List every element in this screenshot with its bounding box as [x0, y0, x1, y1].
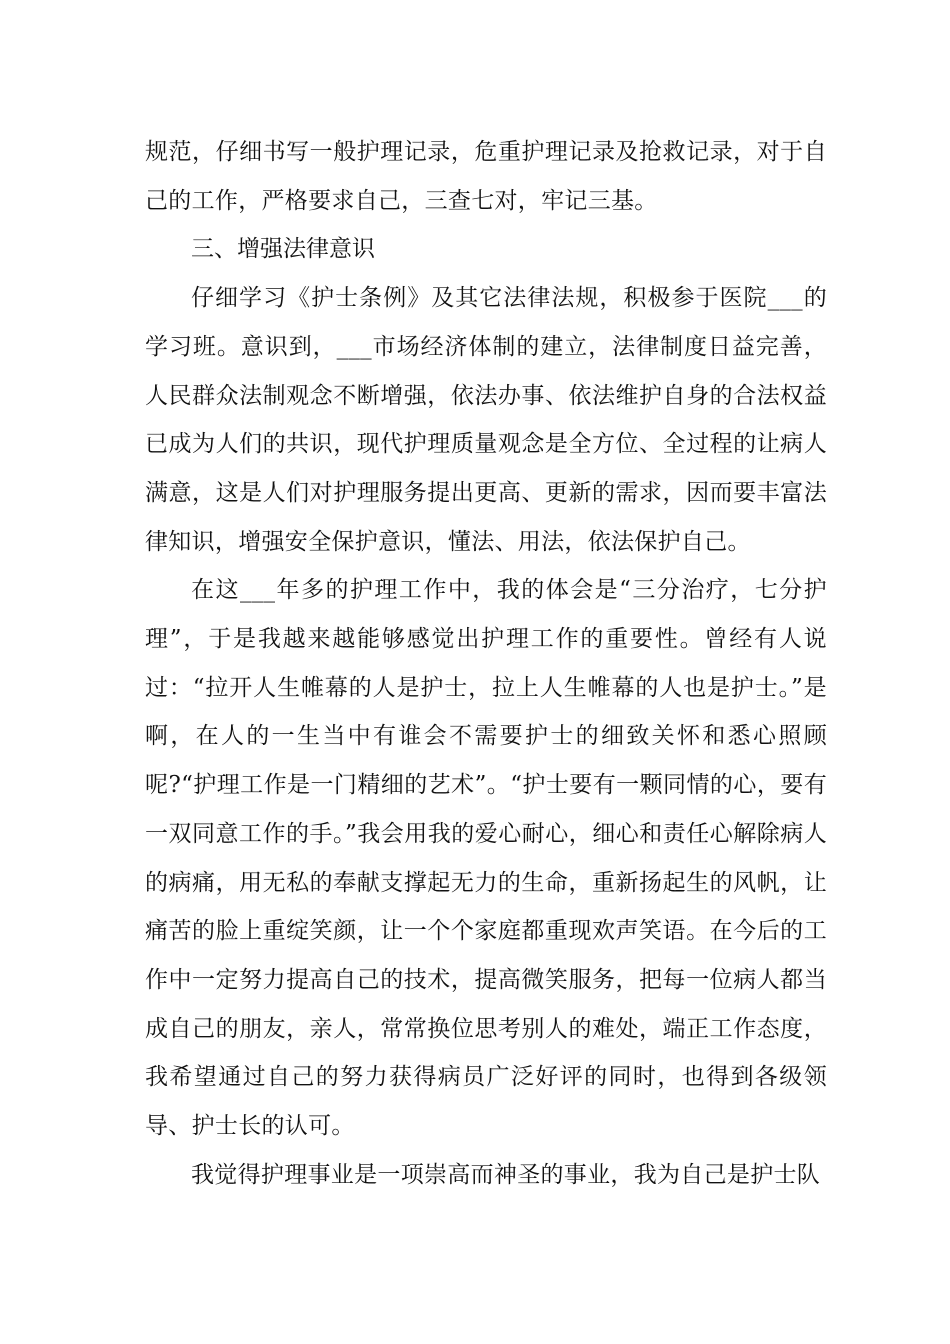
paragraph-legal-study: 仔细学习《护士条例》及其它法律法规，积极参于医院___的学习班。意识到，___市场经济体制的建立，法律制度日益完善，人民群众法制观念不断增强，依法办事、依法维护自身的合法权益已成为人们的共识，现代护理质量观念是全方位、全过程的让病人满意，这是人们对护理服务提出更高、更新的需求，因而要丰富法律知识，增强安全保护意识，懂法、用法，依法保护自己。 — [145, 285, 827, 555]
document-page — [145, 128, 827, 1199]
section-heading-legal-awareness: 三、增强法律意识 — [191, 236, 375, 263]
paragraph-nursing-experience: 在这___年多的护理工作中，我的体会是“三分治疗，七分护理”，于是我越来越能够感觉出护理工作的重要性。曾经有人说过：“拉开人生帷幕的人是护士，拉上人生帷幕的人也是护士。”是啊，在人的一生当中有谁会不需要护士的细致关怀和悉心照顾呢?“护理工作是一门精细的艺术”。“护士要有一颗同情的心，要有一双同意工作的手。”我会用我的爱心耐心，细心和责任心解除病人的病痛，用无私的奉献支撑起无力的生命，重新扬起生的风帆，让痛苦的脸上重绽笑颜，让一个个家庭都重现欢声笑语。在今后的工作中一定努力提高自己的技术，提高微笑服务，把每一位病人都当成自己的朋友，亲人，常常换位思考别人的难处，端正工作态度，我希望通过自己的努力获得病员广泛好评的同时，也得到各级领导、护士长的认可。 — [145, 577, 827, 1140]
paragraph-nursing-career: 我觉得护理事业是一项崇高而神圣的事业，我为自己是护士队 — [191, 1161, 821, 1188]
paragraph-continuation: 规范，仔细书写一般护理记录，危重护理记录及抢救记录，对于自己的工作，严格要求自己，三查七对，牢记三基。 — [145, 139, 827, 214]
